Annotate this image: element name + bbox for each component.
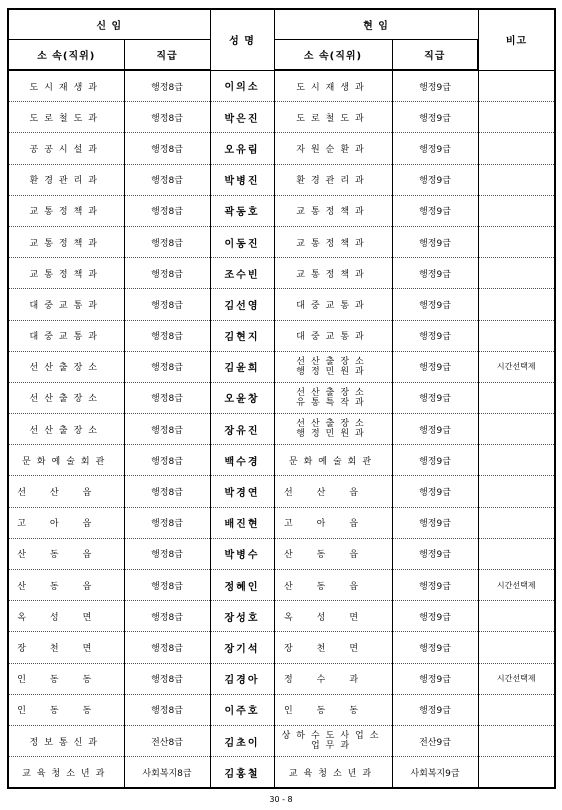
table-row: [8, 195, 555, 226]
table-row: [8, 663, 555, 694]
current-dept-line1: 선산출장소: [296, 356, 370, 367]
header-note: 비고: [478, 9, 555, 70]
current-grade-cell: 행정9급: [392, 258, 478, 289]
current-grade-cell: 행정9급: [392, 102, 478, 133]
table-row: [8, 133, 555, 164]
current-dept-cell: 인동동: [274, 694, 392, 725]
current-grade-cell: 행정9급: [392, 289, 478, 320]
name-cell: 박은진: [210, 102, 274, 133]
new-dept-cell: 환경관리과: [8, 164, 124, 195]
name-cell: 장성호: [210, 601, 274, 632]
new-dept-cell: 교육청소년과: [8, 757, 124, 789]
current-grade-cell: 행정9급: [392, 164, 478, 195]
name-cell: 이주호: [210, 694, 274, 725]
new-grade-cell: 행정8급: [124, 632, 210, 663]
new-grade-cell: 행정8급: [124, 414, 210, 445]
new-dept-cell: 교통정책과: [8, 195, 124, 226]
header-new-dept: 소 속(직위): [8, 40, 124, 71]
new-dept-cell: 고아읍: [8, 507, 124, 538]
table-row: [8, 320, 555, 351]
table-row: [8, 414, 555, 445]
note-cell: [478, 258, 555, 289]
current-grade-cell: 행정9급: [392, 507, 478, 538]
new-grade-cell: 행정8급: [124, 694, 210, 725]
name-cell: 이의소: [210, 70, 274, 102]
current-grade-cell: 전산9급: [392, 725, 478, 756]
current-dept-cell: [274, 725, 392, 756]
header-current-grade: 직급: [392, 40, 478, 71]
header-new-grade: 직급: [124, 40, 210, 71]
name-cell: 박경연: [210, 476, 274, 507]
current-dept-line2: 행정민원과: [296, 366, 370, 377]
current-grade-cell: 행정9급: [392, 663, 478, 694]
note-cell: 시간선택제: [478, 351, 555, 382]
current-grade-cell: 행정9급: [392, 320, 478, 351]
table-row: [8, 725, 555, 756]
current-dept-line1: 선산출장소: [296, 419, 370, 430]
new-grade-cell: 행정8급: [124, 133, 210, 164]
new-grade-cell: 행정8급: [124, 663, 210, 694]
name-cell: 곽동호: [210, 195, 274, 226]
current-grade-cell: 행정9급: [392, 570, 478, 601]
new-grade-cell: 행정8급: [124, 507, 210, 538]
name-cell: 김선영: [210, 289, 274, 320]
note-cell: [478, 694, 555, 725]
new-dept-cell: 문화예술회관: [8, 445, 124, 476]
personnel-table: [7, 8, 556, 789]
new-grade-cell: 행정8급: [124, 320, 210, 351]
current-grade-cell: 행정9급: [392, 195, 478, 226]
current-grade-cell: 사회복지9급: [392, 757, 478, 789]
new-grade-cell: 행정8급: [124, 102, 210, 133]
new-dept-cell: 공공시설과: [8, 133, 124, 164]
new-grade-cell: 행정8급: [124, 226, 210, 257]
note-cell: [478, 725, 555, 756]
new-grade-cell: 행정8급: [124, 476, 210, 507]
note-cell: [478, 289, 555, 320]
current-dept-cell: 교육청소년과: [274, 757, 392, 789]
name-cell: 백수경: [210, 445, 274, 476]
table-row: [8, 382, 555, 413]
new-dept-cell: 산동읍: [8, 570, 124, 601]
current-dept-cell: [274, 351, 392, 382]
new-dept-cell: 인동동: [8, 663, 124, 694]
note-cell: [478, 757, 555, 789]
note-cell: 시간선택제: [478, 663, 555, 694]
name-cell: 박병수: [210, 538, 274, 569]
new-grade-cell: 행정8급: [124, 164, 210, 195]
name-cell: 김홍철: [210, 757, 274, 789]
current-dept-cell: 자원순환과: [274, 133, 392, 164]
table-row: [8, 70, 555, 102]
name-cell: 장유진: [210, 414, 274, 445]
table-row: [8, 445, 555, 476]
new-dept-cell: 정보통신과: [8, 725, 124, 756]
new-dept-cell: 인동동: [8, 694, 124, 725]
table-row: [8, 538, 555, 569]
current-grade-cell: 행정9급: [392, 382, 478, 413]
current-dept-cell: 산동읍: [274, 570, 392, 601]
current-dept-line1: 상하수도사업소: [281, 731, 385, 742]
new-dept-cell: 대중교통과: [8, 289, 124, 320]
table-row: [8, 226, 555, 257]
note-cell: [478, 70, 555, 102]
current-grade-cell: 행정9급: [392, 632, 478, 663]
page-number: 30 - 8: [269, 795, 293, 804]
current-dept-cell: 정수과: [274, 663, 392, 694]
new-grade-cell: 행정8급: [124, 538, 210, 569]
header-current-dept: 소 속(직위): [274, 40, 392, 71]
table-row: [8, 351, 555, 382]
table-row: [8, 102, 555, 133]
new-grade-cell: 행정8급: [124, 70, 210, 102]
new-dept-cell: 장천면: [8, 632, 124, 663]
header-new-post: 신 임: [8, 9, 210, 40]
name-cell: 오유림: [210, 133, 274, 164]
new-grade-cell: 행정8급: [124, 289, 210, 320]
new-dept-cell: 산동읍: [8, 538, 124, 569]
current-dept-cell: 옥성면: [274, 601, 392, 632]
name-cell: 정혜인: [210, 570, 274, 601]
note-cell: [478, 632, 555, 663]
current-dept-line2: 유통특작과: [296, 397, 370, 408]
current-dept-cell: 고아읍: [274, 507, 392, 538]
note-cell: [478, 226, 555, 257]
note-cell: [478, 102, 555, 133]
current-dept-cell: 산동읍: [274, 538, 392, 569]
header-current-post: 현 임: [274, 9, 478, 40]
current-grade-cell: 행정9급: [392, 351, 478, 382]
new-dept-cell: 교통정책과: [8, 258, 124, 289]
note-cell: [478, 507, 555, 538]
name-cell: 이동진: [210, 226, 274, 257]
new-grade-cell: 행정8급: [124, 351, 210, 382]
table-row: [8, 164, 555, 195]
current-dept-cell: [274, 414, 392, 445]
note-cell: 시간선택제: [478, 570, 555, 601]
new-dept-cell: 교통정책과: [8, 226, 124, 257]
current-dept-cell: 선산읍: [274, 476, 392, 507]
new-dept-cell: 도로철도과: [8, 102, 124, 133]
current-dept-line1: 선산출장소: [296, 387, 370, 398]
name-cell: 김초이: [210, 725, 274, 756]
current-grade-cell: 행정9급: [392, 476, 478, 507]
current-grade-cell: 행정9급: [392, 226, 478, 257]
note-cell: [478, 414, 555, 445]
name-cell: 배진현: [210, 507, 274, 538]
current-dept-cell: 대중교통과: [274, 289, 392, 320]
new-dept-cell: 도시재생과: [8, 70, 124, 102]
new-grade-cell: 행정8급: [124, 195, 210, 226]
current-grade-cell: 행정9급: [392, 70, 478, 102]
current-dept-line2: 행정민원과: [296, 429, 370, 440]
note-cell: [478, 320, 555, 351]
current-grade-cell: 행정9급: [392, 133, 478, 164]
table-row: [8, 632, 555, 663]
current-dept-cell: 교통정책과: [274, 195, 392, 226]
note-cell: [478, 382, 555, 413]
new-dept-cell: 선산출장소: [8, 414, 124, 445]
table-row: [8, 757, 555, 789]
new-grade-cell: 행정8급: [124, 601, 210, 632]
table-row: [8, 570, 555, 601]
current-dept-cell: 교통정책과: [274, 226, 392, 257]
name-cell: 박병진: [210, 164, 274, 195]
current-dept-cell: 교통정책과: [274, 258, 392, 289]
table-row: [8, 601, 555, 632]
table-row: [8, 289, 555, 320]
current-dept-cell: 대중교통과: [274, 320, 392, 351]
note-cell: [478, 538, 555, 569]
current-grade-cell: 행정9급: [392, 538, 478, 569]
name-cell: 김현지: [210, 320, 274, 351]
new-grade-cell: 행정8급: [124, 258, 210, 289]
note-cell: [478, 133, 555, 164]
current-dept-cell: 문화예술회관: [274, 445, 392, 476]
name-cell: 오윤창: [210, 382, 274, 413]
new-grade-cell: 행정8급: [124, 382, 210, 413]
note-cell: [478, 164, 555, 195]
current-dept-cell: [274, 382, 392, 413]
note-cell: [478, 195, 555, 226]
current-grade-cell: 행정9급: [392, 694, 478, 725]
name-cell: 조수빈: [210, 258, 274, 289]
current-grade-cell: 행정9급: [392, 445, 478, 476]
current-dept-line2: 업무과: [310, 741, 356, 752]
table-row: [8, 258, 555, 289]
table-row: [8, 507, 555, 538]
header-name: 성 명: [210, 9, 274, 70]
current-dept-cell: 도로철도과: [274, 102, 392, 133]
note-cell: [478, 601, 555, 632]
table-body: [8, 70, 555, 788]
name-cell: 김윤희: [210, 351, 274, 382]
current-dept-cell: 장천면: [274, 632, 392, 663]
new-dept-cell: 선산읍: [8, 476, 124, 507]
new-grade-cell: 전산8급: [124, 725, 210, 756]
note-cell: [478, 445, 555, 476]
current-grade-cell: 행정9급: [392, 414, 478, 445]
new-grade-cell: 사회복지8급: [124, 757, 210, 789]
note-cell: [478, 476, 555, 507]
new-dept-cell: 대중교통과: [8, 320, 124, 351]
new-dept-cell: 옥성면: [8, 601, 124, 632]
table-row: [8, 694, 555, 725]
new-grade-cell: 행정8급: [124, 570, 210, 601]
current-dept-cell: 도시재생과: [274, 70, 392, 102]
new-dept-cell: 선산출장소: [8, 382, 124, 413]
name-cell: 장기석: [210, 632, 274, 663]
name-cell: 김경아: [210, 663, 274, 694]
current-grade-cell: 행정9급: [392, 601, 478, 632]
current-dept-cell: 환경관리과: [274, 164, 392, 195]
table-row: [8, 476, 555, 507]
new-grade-cell: 행정8급: [124, 445, 210, 476]
new-dept-cell: 선산출장소: [8, 351, 124, 382]
